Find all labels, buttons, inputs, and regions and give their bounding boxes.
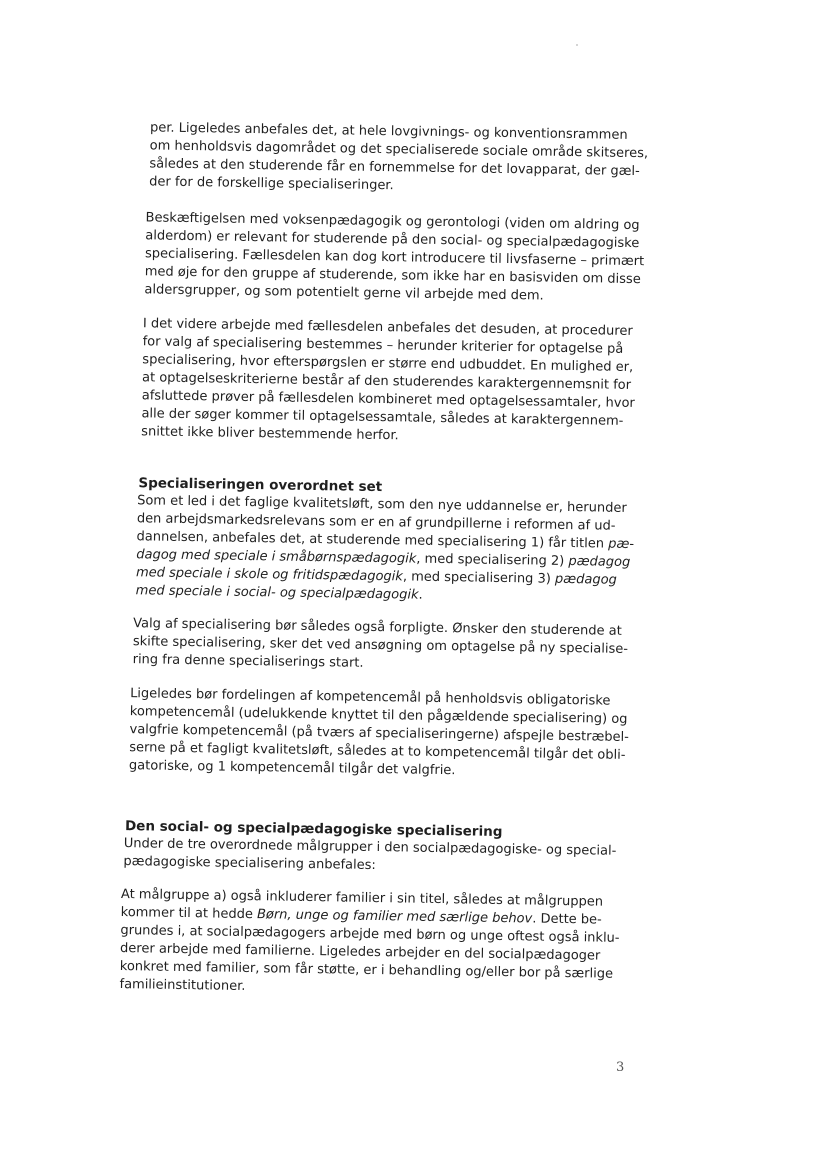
page-number: 3 (616, 1060, 625, 1075)
paragraph (141, 315, 636, 449)
text-line: gatoriske, og 1 kompetencemål tilgår det valgfrie. (128, 758, 456, 779)
text-line: konkret med familier, som får støtte, er i behandling og/eller bor på særlige (119, 959, 614, 982)
text-run: dannelsen, anbefales det, at studerende med specialisering 1) får titlen (136, 529, 609, 552)
text-line: specialisering. Fællesdelen kan dog kort introducere til livsfaserne – primært (144, 246, 645, 270)
text-line: skifte specialisering, sker det ved ansøgning om optagelse på ny specialise- (132, 634, 629, 657)
text-line: valgfrie kompetencemål (på tværs af specialiseringerne) afspejle bestræbel- (129, 722, 629, 745)
text-line: Som et led i det faglige kvalitetsløft, som den nye uddannelse er, herunder (137, 493, 627, 516)
text-line: der for de forskellige specialiseringer. (149, 174, 394, 194)
paragraph (129, 685, 630, 783)
text-line: Valg af specialisering bør således også forpligte. Ønsker den studerende at (133, 616, 622, 639)
paragraph (119, 886, 620, 1002)
text-line: pædagogiske specialisering anbefales: (123, 854, 376, 874)
text-line: grundes i, at socialpædagogers arbejde med børn og unge oftest også inklu- (120, 923, 620, 946)
text-line: At målgruppe a) også inkluderer familier i sin titel, således at målgruppen (120, 887, 604, 910)
text-run: . (418, 587, 423, 603)
text-line: serne på et fagligt kvalitetsløft, således at to kompetencemål tilgår det obli- (129, 740, 626, 763)
italic-run: Børn, unge og familier med særlige behov (256, 907, 533, 927)
text-line: med øje for den gruppe af studerende, som ikke har en basisviden om disse (144, 264, 641, 288)
text-line: kompetencemål (udelukkende knyttet til den pågældende specialisering) og (129, 704, 628, 727)
paragraph (133, 615, 629, 677)
text-run: . Dette be- (532, 911, 602, 928)
italic-run: med speciale i skole og fritidspædagogik (135, 565, 403, 585)
paragraph (136, 492, 635, 608)
section-heading: Specialiseringen overordnet set (138, 475, 383, 496)
text-line: ring fra denne specialiserings start. (132, 652, 364, 671)
text-line: Beskæftigelsen med voksenpædagogik og gerontologi (viden om aldring og (145, 210, 640, 234)
text-line: om henholdsvis dagområdet og det specialiserede sociale område skitseres, (149, 138, 649, 162)
text-line: Ligeledes bør fordelingen af kompetencemål på henholdsvis obligatoriske (130, 686, 611, 709)
text-line: alle der søger kommer til optagelsessamtale, således at karaktergennem- (141, 406, 624, 429)
text-line: derer arbejde med familierne. Ligeledes arbejder en del socialpædagoger (119, 941, 601, 964)
text-line: aldersgrupper, og som potentielt gerne vil arbejde med dem. (144, 282, 544, 304)
italic-run: pædagog (554, 571, 617, 588)
text-line: Under de tre overordnede målgrupper i den socialpædagogiske- og special- (123, 836, 617, 859)
paragraph (149, 119, 648, 199)
section-heading: Den social- og specialpædagogiske specialisering (124, 818, 503, 840)
text-run: , med specialisering 2) (416, 551, 569, 569)
text-line: snittet ikke bliver bestemmende herfor. (141, 424, 399, 444)
text-run: , med specialisering 3) (402, 569, 556, 587)
italic-run: pæ- (608, 536, 635, 553)
text-line: den arbejdsmarkedsrelevans som er en af grundpillerne i reformen af ud- (136, 511, 616, 534)
paragraph (144, 209, 645, 307)
text-line: I det videre arbejde med fællesdelen anbefales det desuden, at procedurer (142, 316, 633, 339)
text-line: for valg af specialisering bestemmes – herunder kriterier for optagelse på (142, 334, 624, 357)
paragraph (123, 835, 616, 879)
italic-run: med speciale i social- og specialpædagogik (135, 583, 419, 603)
text-line: således at den studerende får en fornemmelse for det lovapparat, der gæl- (149, 156, 640, 180)
italic-run: pædagog (568, 553, 631, 570)
text-line: specialisering, hvor efterspørgslen er større end udbuddet. En mulighed er, (142, 352, 634, 375)
italic-run: dagog med speciale i småbørnspædagogik (136, 547, 417, 567)
scan-speck (576, 44, 578, 46)
text-line: alderdom) er relevant for studerende på den social- og specialpædagogiske (145, 228, 640, 252)
text-line: afsluttede prøver på fællesdelen kombineret med optagelsessamtaler, hvor (141, 388, 635, 412)
text-line: familieinstitutioner. (119, 977, 246, 994)
text-line: per. Ligeledes anbefales det, at hele lovgivnings- og konventionsrammen (149, 120, 628, 143)
text-line: at optagelseskriterierne består af den studerendes karaktergennemsnit for (141, 370, 632, 393)
text-run: kommer til at hedde (120, 905, 258, 923)
